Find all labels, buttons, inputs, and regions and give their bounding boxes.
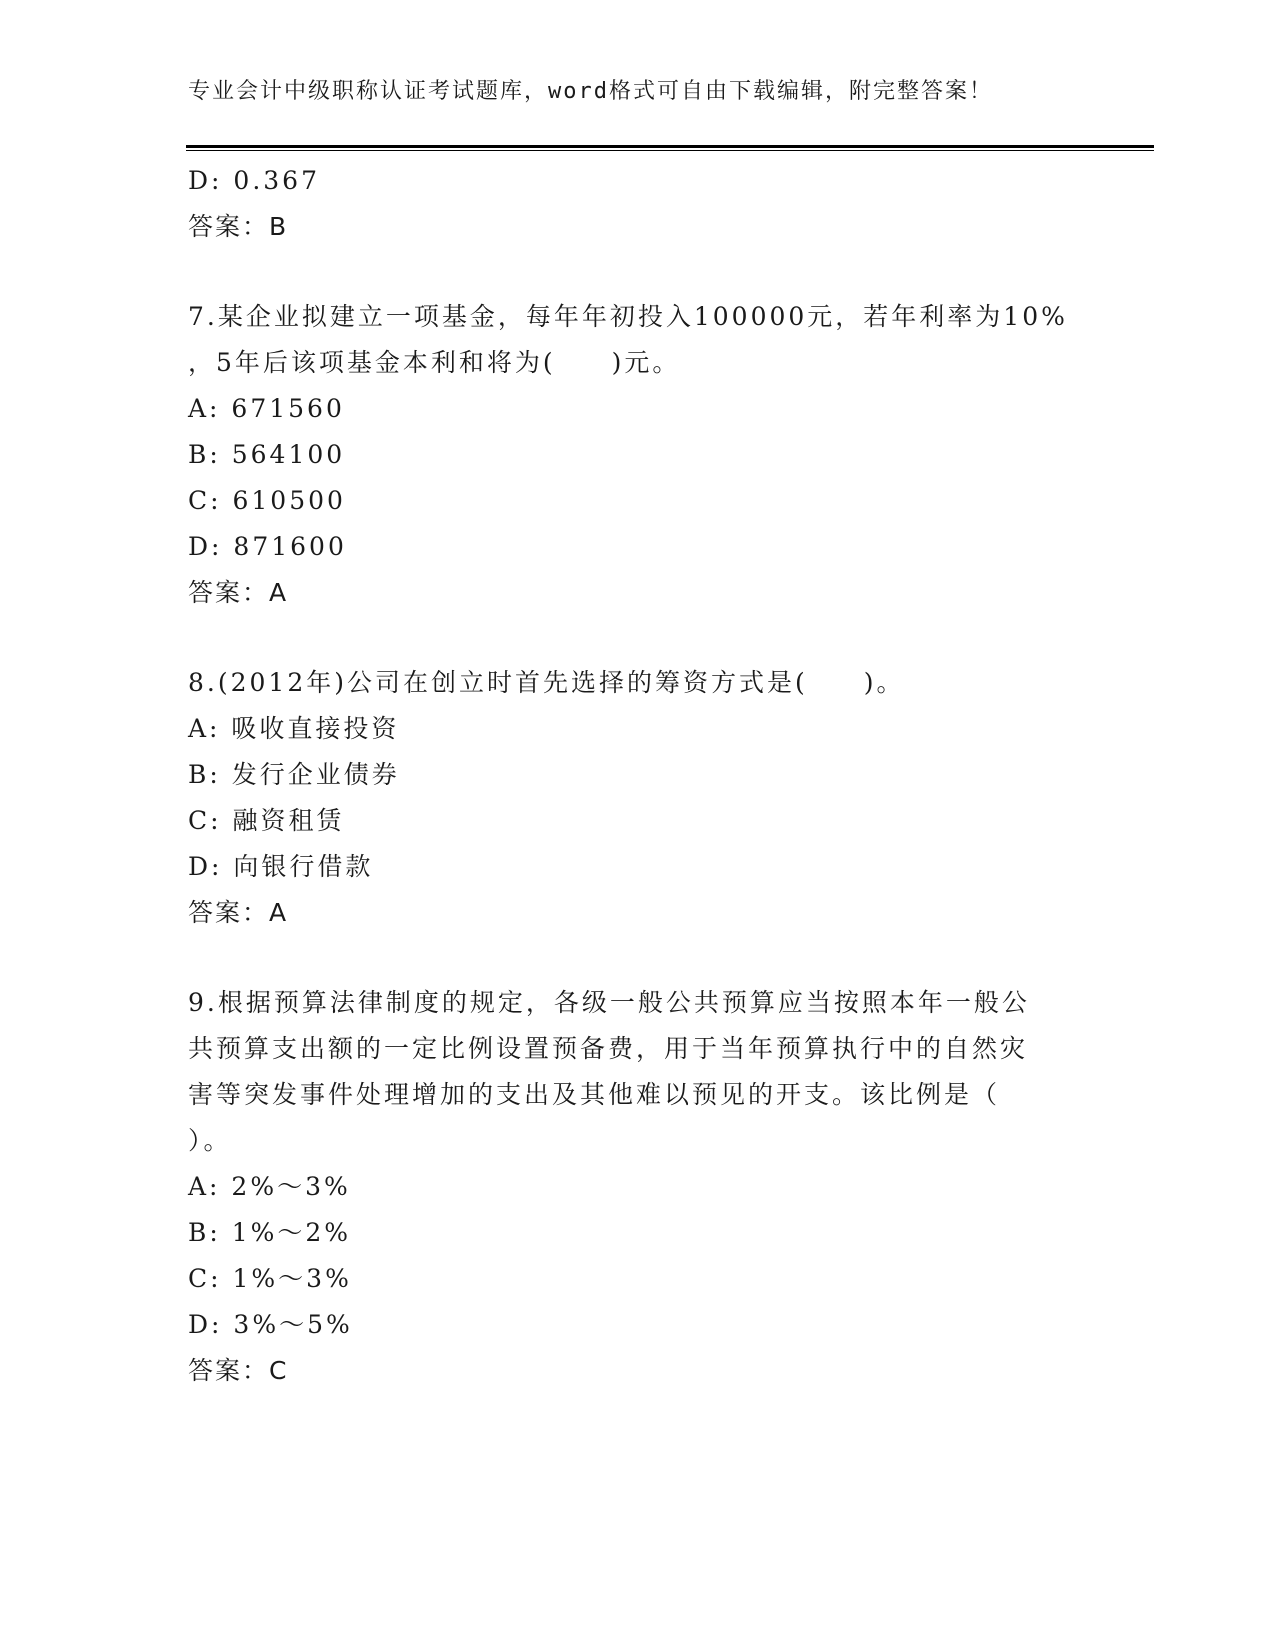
question-text: 害等突发事件处理增加的支出及其他难以预见的开支。该比例是（ bbox=[188, 1080, 1001, 1109]
page-header: 专业会计中级职称认证考试题库，word格式可自由下载编辑，附完整答案！ bbox=[188, 79, 993, 104]
question-block-6-tail bbox=[188, 158, 1068, 250]
question-text: 8.(2012年)公司在创立时首先选择的筹资方式是( )。 bbox=[188, 668, 905, 697]
header-rule-thick bbox=[186, 145, 1154, 148]
option-a: A: 吸收直接投资 bbox=[188, 714, 400, 743]
question-content bbox=[188, 158, 1068, 1394]
answer: 答案：B bbox=[188, 212, 289, 241]
answer: 答案：A bbox=[188, 578, 289, 607]
option-b: B: 1%～2% bbox=[188, 1218, 352, 1247]
option-a: A: 671560 bbox=[188, 394, 345, 423]
question-text: ，5年后该项基金本利和将为( )元。 bbox=[188, 348, 681, 377]
option-c: C: 1%～3% bbox=[188, 1264, 352, 1293]
option-c: C: 610500 bbox=[188, 486, 346, 515]
question-block-9 bbox=[188, 980, 1068, 1394]
question-text: 9.根据预算法律制度的规定，各级一般公共预算应当按照本年一般公 bbox=[188, 988, 1030, 1017]
option-d: D: 0.367 bbox=[188, 166, 320, 195]
option-d: D: 向银行借款 bbox=[188, 852, 374, 881]
option-c: C: 融资租赁 bbox=[188, 806, 345, 835]
answer: 答案：C bbox=[188, 1356, 289, 1385]
answer: 答案：A bbox=[188, 898, 289, 927]
question-block-7 bbox=[188, 294, 1068, 616]
option-a: A: 2%～3% bbox=[188, 1172, 351, 1201]
question-text: 7.某企业拟建立一项基金，每年年初投入100000元，若年利率为10% bbox=[188, 302, 1068, 331]
option-d: D: 871600 bbox=[188, 532, 347, 561]
header-rule-thin bbox=[186, 150, 1154, 151]
spacer bbox=[188, 616, 1068, 660]
question-block-8 bbox=[188, 660, 1068, 936]
option-d: D: 3%～5% bbox=[188, 1310, 353, 1339]
spacer bbox=[188, 936, 1068, 980]
option-b: B: 发行企业债券 bbox=[188, 760, 400, 789]
question-text: ）。 bbox=[188, 1126, 232, 1155]
question-text: 共预算支出额的一定比例设置预备费，用于当年预算执行中的自然灾 bbox=[188, 1034, 1029, 1063]
spacer bbox=[188, 250, 1068, 294]
option-b: B: 564100 bbox=[188, 440, 346, 469]
